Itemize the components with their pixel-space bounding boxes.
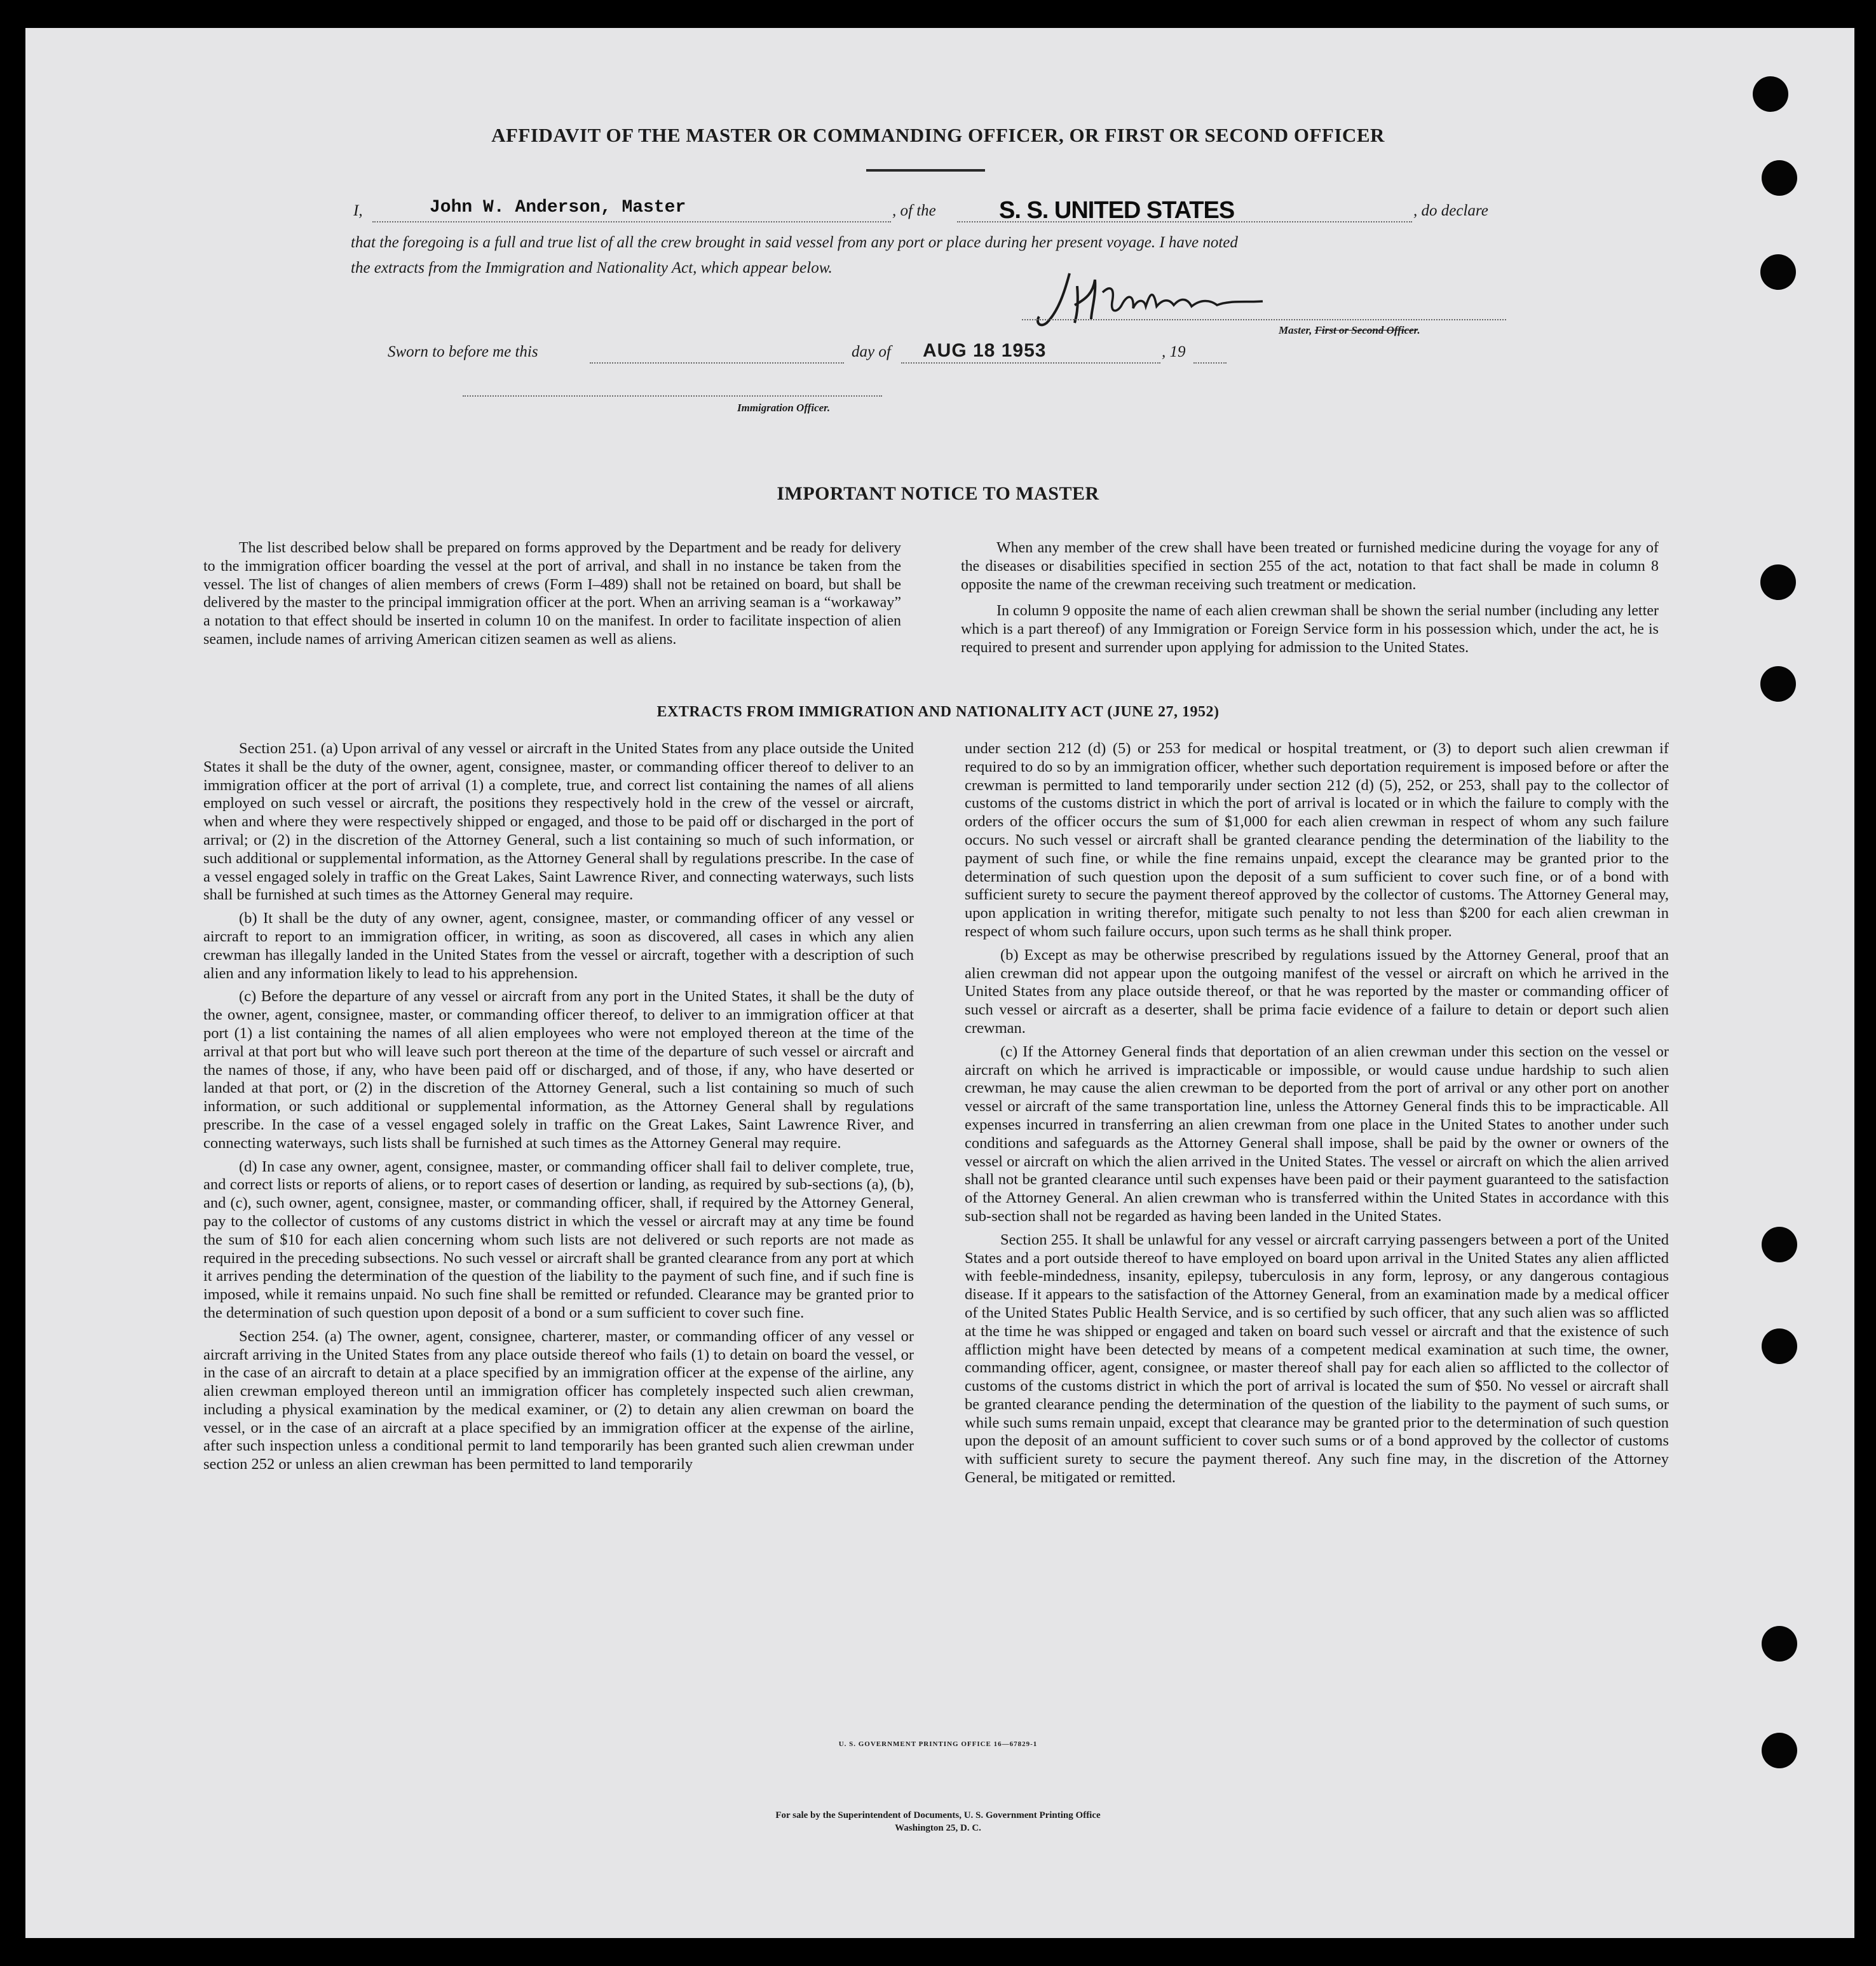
notice-left-paragraph: The list described below shall be prepared on forms approved by the Department and be ready for delivery to the immigration officer boarding the vessel at the port of arrival, and shall in no instance be taken from the vessel. The list of changes of alien members of crews (Form I–489) shall not be retained on board, but shall be delivered by the master to the principal immigration officer at the port. When an arriving seaman is a “workaway” a notation to that effect should be inserted in column 10 on the manifest. In order to facilitate inspection of alien seamen, include names of arriving American citizen seamen as well as aliens.: [203, 540, 901, 648]
notice-right-paragraph: In column 9 opposite the name of each alien crewman shall be shown the serial number (including any letter which is a part thereof) of any Immigration or Foreign Service form in his possession which, under the act, he is required to present and surrender upon applying for admission to the United States.: [961, 603, 1659, 656]
extracts-heading: EXTRACTS FROM IMMIGRATION AND NATIONALITY ACT (JUNE 27, 1952): [656, 704, 1220, 720]
signature-caption: Master, First or Second Officer.: [1279, 324, 1420, 336]
punch-hole: [1760, 564, 1796, 600]
punch-hole: [1762, 160, 1797, 196]
day-of-label: day of: [852, 343, 891, 360]
punch-hole: [1762, 1626, 1797, 1662]
punch-hole: [1760, 666, 1796, 702]
statement-line-1: that the foregoing is a full and true list of all the crew brought in said vessel from any port or place during her present voyage. I have noted: [351, 234, 1238, 251]
punch-hole: [1753, 76, 1788, 112]
do-declare-label: , do declare: [1413, 202, 1488, 219]
i-label: I,: [353, 202, 363, 219]
affidavit-title: AFFIDAVIT OF THE MASTER OR COMMANDING OFFICER, OR FIRST OR SECOND OFFICER: [491, 124, 1385, 146]
extracts-right-column: [965, 740, 1669, 1487]
notice-heading: IMPORTANT NOTICE TO MASTER: [777, 483, 1099, 504]
extract-paragraph: Section 254. (a) The owner, agent, consignee, charterer, master, or commanding officer of any vessel or aircraft arriving in the United States from any place outside thereof who fails (1) to detain on board the vessel, or in the case of an aircraft to detain at a place specified by an immigration officer at the expense of the airline, any alien crewman employed thereon until an immigration officer has completely inspected such alien crewman, including a physical examination by the medical examiner, or (2) to detain any alien crewman on board the vessel, or in the case of an aircraft at a place specified by an immigration officer at the expense of the airline, after such inspection unless a conditional permit to land temporarily has been granted such alien crewman under section 252 or unless an alien crewman has been permitted to land temporarily: [203, 1327, 914, 1473]
punch-hole: [1762, 1733, 1797, 1768]
title-divider: [866, 169, 985, 172]
vessel-name-stamp: S. S. UNITED STATES: [999, 197, 1235, 224]
year-label: , 19: [1162, 343, 1186, 360]
punch-hole: [1760, 254, 1796, 290]
extract-paragraph: (b) Except as may be otherwise prescribed by regulations issued by the Attorney General, proof that an alien crewman did not appear upon the outgoing manifest of the vessel or aircraft on which he arrived in the United States from any place outside thereof, or that he was reported by the master or commanding officer of such vessel or aircraft as a deserter, shall be prima facie evidence of a failure to detain or deport such alien crewman.: [965, 946, 1669, 1037]
punch-hole: [1762, 1328, 1797, 1364]
struck-officer-text: First or Second Officer: [1314, 324, 1418, 336]
extract-paragraph: (d) In case any owner, agent, consignee, master, or commanding officer shall fail to deliver complete, true, and correct lists or reports of aliens, or to report cases of desertion or landing, as required by sub-sections (a), (b), and (c), such owner, agent, consignee, master, or commanding officer, shall, if required by the Attorney General, pay to the collector of customs of any customs district in which the vessel or aircraft may at any time be found the sum of $10 for each alien concerning whom such lists are not delivered or such reports are not made as required in the preceding subsections. No such vessel or aircraft shall be granted clearance from any port at which it arrives pending the determination of the question of the liability to the payment of such fine, and if such fine is imposed, while it remains unpaid. No such fine shall be remitted or refunded. Clearance may be granted prior to the determination of such question upon deposit of a bond or a sum sufficient to cover such fine.: [203, 1157, 914, 1321]
signature-line: [1022, 305, 1506, 320]
immigration-officer-label: Immigration Officer.: [737, 402, 831, 414]
extract-paragraph: (b) It shall be the duty of any owner, agent, consignee, master, or commanding officer of any vessel or aircraft to report to an immigration officer, in writing, as soon as discovered, all cases in which any alien crewman has illegally landed in the United States from the vessel or aircraft, together with a description of such alien and any information likely to lead to his apprehension.: [203, 910, 914, 982]
extract-paragraph: Section 251. (a) Upon arrival of any vessel or aircraft in the United States from any place outside the United States it shall be the duty of the owner, agent, consignee, master, or commanding officer thereof to deliver to an immigration officer at the port of arrival (1) a complete, true, and correct list containing the names of all aliens employed on such vessel or aircraft, the positions they respectively hold in the crew of the vessel or aircraft, when and where they were respectively shipped or engaged, and those to be paid off or discharged in the port of arrival; or (2) in the discretion of the Attorney General, such a list containing so much of such information, or such additional or supplemental information, as the Attorney General shall by regulations prescribe. In the case of a vessel engaged solely in traffic on the Great Lakes, Saint Lawrence River, and connecting waterways, such lists shall be furnished at such times as the Attorney General may require.: [203, 740, 914, 904]
notice-right-column: [961, 539, 1659, 657]
date-stamp: AUG 18 1953: [923, 340, 1047, 361]
extract-paragraph: Section 255. It shall be unlawful for any vessel or aircraft carrying passengers between a port of the United States and a port outside thereof to have employed on board upon arrival in the United States any alien afflicted with feeble-mindedness, insanity, epilepsy, tuberculosis in any form, leprosy, or any dangerous contagious disease. If it appears to the satisfaction of the Attorney General, from an examination made by a medical officer of the United States Public Health Service, and is so certified by such officer, that any such alien was so afflicted at the time he was shipped or engaged and taken on board such vessel or aircraft and that the existence of such affliction might have been detected by means of a competent medical examination at such time, the owner, commanding officer, agent, consignee, or master thereof shall pay for each alien so afflicted to the collector of customs of the customs district in which the port of arrival is located the sum of $50. No vessel or aircraft shall be granted clearance pending the determination of the question of the liability to the payment of such sums, or while such sums remain unpaid, except that clearance may be granted prior to the determination of such question upon the deposit of an amount sufficient to cover such sums or of a bond approved by the collector of customs with sufficient surety to secure the payment thereof. Any such fine may, in the discretion of the Attorney General, be mitigated or remitted.: [965, 1231, 1669, 1487]
for-sale-line-2: Washington 25, D. C.: [895, 1823, 981, 1833]
statement-line-2: the extracts from the Immigration and Nationality Act, which appear below.: [351, 259, 833, 276]
master-name-typed: John W. Anderson, Master: [430, 198, 686, 217]
punch-hole: [1762, 1227, 1797, 1262]
extract-paragraph: (c) If the Attorney General finds that deportation of an alien crewman under this section on the vessel or aircraft on which he arrived is impracticable or impossible, or would cause undue hardship to such alien crewman, he may cause the alien crewman to be deported from the port of arrival or any other port on another vessel or aircraft of the same transportation line, unless the Attorney General finds this to be impracticable. All expenses incurred in transferring an alien crewman from one place in the United States to another under such conditions and safeguards as the Attorney General shall impose, shall be paid by the owner or owners of the vessel or aircraft on which the alien arrived in the United States. The vessel or aircraft on which the alien arrived shall not be granted clearance until such expenses have been paid or their payment guaranteed to the satisfaction of the Attorney General. An alien crewman who is transferred within the United States in accordance with this sub-section shall not be regarded as having been landed in the United States.: [965, 1042, 1669, 1225]
sworn-label: Sworn to before me this: [388, 343, 538, 360]
printing-office-code: U. S. GOVERNMENT PRINTING OFFICE 16—67829-1: [838, 1740, 1038, 1748]
for-sale-line-1: For sale by the Superintendent of Documents, U. S. Government Printing Office: [775, 1810, 1101, 1820]
sworn-day-line: [590, 343, 844, 364]
extracts-left-column: [203, 740, 914, 1474]
of-the-label: , of the: [892, 202, 936, 219]
extract-paragraph: (c) Before the departure of any vessel or aircraft from any port in the United States, it shall be the duty of the owner, agent, consignee, master, or commanding officer thereof, to deliver to an immigration officer at that port (1) a list containing the names of all alien employees who were not employed thereon at the time of the arrival at that port but who will leave such port thereon at the time of the departure of such vessel or aircraft and the names of those, if any, who have been paid off or discharged, and of those, if any, who have deserted or landed at that port, or (2) in the discretion of the Attorney General, such a list containing so much of such information, or such additional or supplemental information, as the Attorney General shall by regulations prescribe. In the case of a vessel engaged solely in traffic on the Great Lakes, Saint Lawrence River, and connecting waterways, such lists shall be furnished at such times as the Attorney General may require.: [203, 988, 914, 1152]
immigration-officer-line: [463, 383, 882, 397]
master-signature: [1033, 267, 1274, 331]
notice-left-column: [203, 539, 901, 649]
year-field-line: [1193, 343, 1227, 364]
extract-paragraph: under section 212 (d) (5) or 253 for medical or hospital treatment, or (3) to deport such alien crewman if required to do so by an immigration officer, whether such deportation requirement is imposed before or after the crewman is permitted to land temporarily under section 212 (d) (5), 252, or 253, shall pay to the collector of customs of the customs district in which the port of arrival is located or in which the failure to comply with the orders of the officer occurs the sum of $1,000 for each alien crewman in respect of whom any such failure occurs. No such vessel or aircraft shall be granted clearance pending the determination of the liability to the payment of such fine, or while the fine remains unpaid, except the clearance may be granted prior to the determination of such question upon the deposit of a sum sufficient to cover such fine, or of a bond with sufficient surety to secure the payment thereof approved by the collector of customs. The Attorney General may, upon application in writing therefor, mitigate such penalty to not less than $200 for each alien crewman in respect of whom such failure occurs, upon such terms as he shall think proper.: [965, 740, 1669, 940]
notice-right-paragraph: When any member of the crew shall have been treated or furnished medicine during the voyage for any of the diseases or disabilities specified in section 255 of the act, notation to that fact shall be made in column 8 opposite the name of the crewman receiving such treatment or medication.: [961, 540, 1659, 593]
